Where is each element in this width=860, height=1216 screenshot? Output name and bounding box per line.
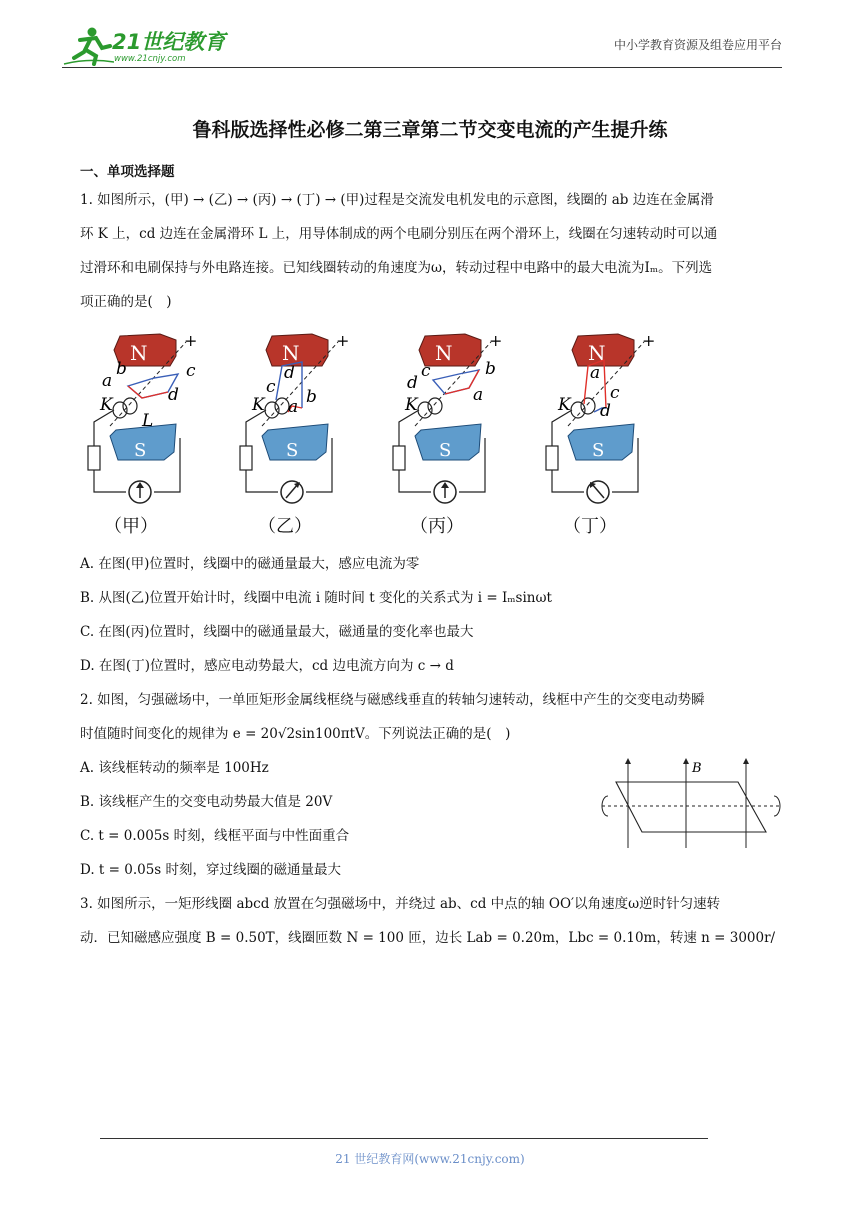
svg-text:b: b [306,387,317,407]
svg-text:+: + [489,331,503,350]
svg-text:c: c [266,377,276,397]
svg-text:d: d [600,401,611,421]
q3-line2: 动．已知磁感应强度 B = 0.50T，线圈匝数 N = 100 匝，边长 Lab = 0.20m，Lbc = 0.10m，转速 n = 3000r/ [80,930,776,946]
svg-text:a: a [590,363,601,383]
q2-option-c: C. t = 0.005s 时刻，线框平面与中性面重合 [80,828,350,844]
generator-bing [393,331,502,503]
header-divider [62,67,782,68]
svg-text:d: d [168,385,179,405]
q1-option-c: C. 在图(丙)位置时，线圈中的磁通量最大，磁通量的变化率也最大 [80,624,474,640]
svg-text:L: L [142,411,154,431]
runner-logo-icon [62,24,114,68]
svg-text:c: c [186,361,196,381]
section-heading: 一、单项选择题 [80,164,175,180]
svg-text:K: K [558,395,571,415]
q2-option-d: D. t = 0.05s 时刻，穿过线圈的磁通量最大 [80,862,342,878]
svg-text:a: a [473,385,484,405]
generator-ding [546,331,655,503]
field-label: B [692,761,702,776]
logo-text: 21世纪教育 [112,30,226,54]
generator-figure [80,326,700,516]
q2-option-b: B. 该线框产生的交变电动势最大值是 20V [80,794,333,810]
frame-figure [598,756,784,854]
fig-label-bing: （丙） [410,516,464,537]
svg-text:d: d [407,373,418,393]
svg-text:+: + [336,331,350,350]
svg-text:a: a [288,397,299,417]
svg-text:K: K [405,395,418,415]
fig-label-yi: （乙） [258,516,312,537]
q2-option-a: A. 该线框转动的频率是 100Hz [80,760,269,776]
svg-text:a: a [102,371,113,391]
q1-option-a: A. 在图(甲)位置时，线圈中的磁通量最大，感应电流为零 [80,556,420,572]
q2-line1: 2. 如图，匀强磁场中，一单匝矩形金属线框绕与磁感线垂直的转轴匀速转动，线框中产生的交变电动势瞬 [80,692,705,708]
q1-line2: 环 K 上，cd 边连在金属滑环 L 上，用导体制成的两个电刷分别压在两个滑环上，线圈在匀速转动时可以通 [80,226,718,242]
svg-text:+: + [184,331,198,350]
q3-line1: 3. 如图所示，一矩形线圈 abcd 放置在匀强磁场中，并绕过 ab、cd 中点的轴 OO′以角速度ω逆时针匀速转 [80,896,721,912]
svg-text:c: c [421,361,431,381]
footer-text[interactable]: 21 世纪教育网(www.21cnjy.com) [335,1152,525,1166]
q1-option-b: B. 从图(乙)位置开始计时，线圈中电流 i 随时间 t 变化的关系式为 i = Iₘsinωt [80,590,552,606]
svg-text:+: + [642,331,656,350]
fig-label-ding: （丁） [563,516,617,537]
q1-line4: 项正确的是( ) [80,294,172,310]
svg-text:b: b [485,359,496,379]
generator-yi [240,331,349,503]
svg-text:d: d [284,363,295,383]
svg-text:K: K [252,395,265,415]
fig-label-jia: （甲） [104,516,158,537]
logo-url: www.21cnjy.com [114,54,186,64]
footer-divider [100,1138,708,1139]
page-title: 鲁科版选择性必修二第三章第二节交变电流的产生提升练 [192,119,668,141]
generator-jia [88,331,197,503]
q1-line1: 1. 如图所示，(甲) → (乙) → (丙) → (丁) → (甲)过程是交流发电机发电的示意图，线圈的 ab 边连在金属滑 [80,192,714,208]
q2-line2: 时值随时间变化的规律为 e = 20√2sin100πtV。下列说法正确的是( ) [80,726,511,742]
svg-text:b: b [116,359,127,379]
svg-text:K: K [100,395,113,415]
svg-text:c: c [610,383,620,403]
platform-name: 中小学教育资源及组卷应用平台 [613,38,782,52]
q1-option-d: D. 在图(丁)位置时，感应电动势最大，cd 边电流方向为 c → d [80,658,454,674]
logo [62,24,232,68]
q1-line3: 过滑环和电刷保持与外电路连接。已知线圈转动的角速度为ω，转动过程中电路中的最大电流为Iₘ。下列选 [80,260,713,276]
